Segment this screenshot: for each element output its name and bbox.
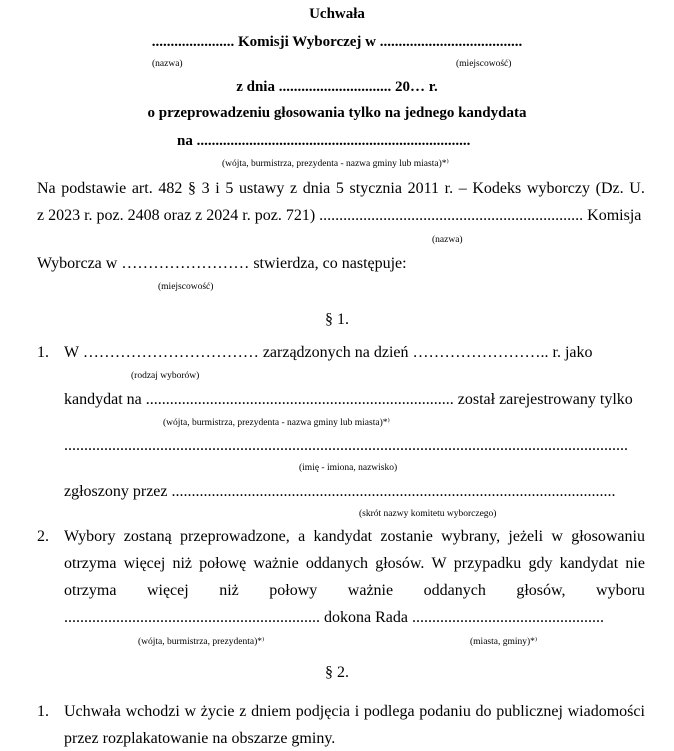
word: jeżeli bbox=[508, 528, 544, 545]
word: głosowaniu bbox=[571, 528, 645, 545]
word: wyboru bbox=[596, 582, 645, 599]
word: wybrany, bbox=[441, 528, 501, 545]
word: więcej bbox=[146, 582, 189, 599]
word: w bbox=[184, 703, 197, 720]
word: zostaną bbox=[123, 528, 172, 545]
word: oddanych bbox=[423, 582, 486, 599]
item-2-line-4: ................................................................ dokona Rada ................................................ bbox=[64, 609, 604, 626]
election-type-caption: (rodzaj wyborów) bbox=[131, 371, 200, 381]
word: do bbox=[475, 703, 492, 720]
word: dniem bbox=[251, 703, 292, 720]
word: głosów. bbox=[375, 555, 425, 572]
word: ważnie bbox=[347, 582, 394, 599]
word: głosów, bbox=[516, 582, 566, 599]
word: i bbox=[215, 180, 220, 197]
word: niż bbox=[172, 555, 192, 572]
word: nie bbox=[625, 555, 645, 572]
word: kandydat bbox=[559, 555, 619, 572]
name-caption: (imię - imiona, nazwisko) bbox=[299, 463, 398, 473]
item-number: 1. bbox=[37, 344, 49, 361]
section-2-item-1-line-1 bbox=[64, 704, 645, 720]
word: niż bbox=[219, 582, 239, 599]
item-1-line-4: zgłoszony przez ............................................................................................................... bbox=[64, 483, 616, 500]
word: – bbox=[458, 180, 467, 197]
preamble-line-3: Wyborcza w …………………… stwierdza, co następuje: bbox=[37, 255, 407, 272]
word: kandydat bbox=[313, 528, 373, 545]
item-1-line-2: kandydat na ............................................................................. został zarejestrowany tylko bbox=[64, 391, 633, 408]
word: 2011 bbox=[407, 180, 439, 197]
word: gdy bbox=[528, 555, 553, 572]
word: r. bbox=[444, 180, 454, 197]
word: ważnie bbox=[253, 555, 299, 572]
word: z bbox=[289, 180, 298, 197]
word: otrzyma bbox=[64, 555, 117, 572]
miejscowosc-caption: (miejscowość) bbox=[456, 59, 512, 69]
word: w bbox=[551, 528, 563, 545]
word: otrzyma bbox=[64, 582, 117, 599]
committee-caption: (skrót nazwy komitetu wyborczego) bbox=[359, 509, 497, 519]
word: oddanych bbox=[305, 555, 369, 572]
word: art. bbox=[131, 180, 153, 197]
word: przypadku bbox=[453, 555, 522, 572]
preamble-line-2: z 2023 r. poz. 2408 oraz z 2024 r. poz. 721) .................................................................. Komisja bbox=[37, 207, 642, 224]
section-2-heading: § 2. bbox=[325, 664, 349, 681]
word: Na bbox=[37, 180, 56, 197]
word: stycznia bbox=[349, 180, 402, 197]
word: wyborczy bbox=[526, 180, 590, 197]
word: dnia bbox=[302, 180, 331, 197]
resolution-subject: o przeprowadzeniu głosowania tylko na jednego kandydata bbox=[147, 105, 527, 121]
word: z bbox=[239, 703, 247, 720]
word: a bbox=[298, 528, 306, 545]
office-caption: (wójta, burmistrza, prezydenta - nazwa gminy lub miasta)*⁾ bbox=[222, 159, 449, 169]
word: połowy bbox=[269, 582, 318, 599]
item-2-line-1 bbox=[64, 529, 645, 545]
office-caption-3: (wójta, burmistrza, prezydenta)*⁾ bbox=[138, 637, 265, 647]
word: i bbox=[354, 703, 360, 720]
item-1-line-1: W …………………………… zarządzonych na dzień …………………….. r. jako bbox=[64, 344, 593, 361]
word: 482 bbox=[158, 180, 183, 197]
word: Wybory bbox=[64, 528, 116, 545]
word: podaniu bbox=[419, 703, 471, 720]
section-2-item-1-line-2: przez rozplakatowanie na obszarze gminy. bbox=[64, 730, 336, 747]
item-2-line-3 bbox=[64, 583, 645, 599]
word: (Dz. bbox=[595, 180, 624, 197]
item-number: 1. bbox=[37, 703, 49, 720]
item-number: 2. bbox=[37, 528, 49, 545]
nazwa-caption: (nazwa) bbox=[152, 59, 183, 69]
word: W bbox=[431, 555, 447, 572]
preamble-line-1 bbox=[37, 181, 645, 197]
word: § bbox=[187, 180, 196, 197]
word: połowę bbox=[199, 555, 247, 572]
word: podjęcia bbox=[295, 703, 350, 720]
council-caption: (miasta, gminy)*⁾ bbox=[470, 637, 538, 647]
commission-name-line: ...................... Komisji Wyborczej w ...................................... bbox=[151, 34, 523, 50]
office-caption-2: (wójta, burmistrza, prezydenta - nazwa gminy lub miasta)*⁾ bbox=[163, 418, 390, 428]
section-1-heading: § 1. bbox=[325, 311, 349, 328]
word: 5 bbox=[225, 180, 234, 197]
word: Uchwała bbox=[64, 703, 121, 720]
word: ustawy bbox=[238, 180, 285, 197]
item-2-line-2 bbox=[64, 556, 645, 572]
word: wchodzi bbox=[125, 703, 180, 720]
candidate-office-line: na ......................................................................... bbox=[177, 133, 471, 149]
word: życie bbox=[200, 703, 235, 720]
item-1-line-3: ............................................................................................................................................. bbox=[64, 437, 628, 454]
word: U. bbox=[629, 180, 645, 197]
word: więcej bbox=[123, 555, 166, 572]
word: publicznej bbox=[496, 703, 563, 720]
word: przeprowadzone, bbox=[180, 528, 290, 545]
word: Kodeks bbox=[472, 180, 522, 197]
document-title: Uchwała bbox=[309, 6, 365, 22]
word: zostanie bbox=[380, 528, 433, 545]
word: podlega bbox=[363, 703, 415, 720]
preamble-miejscowosc-caption: (miejscowość) bbox=[158, 282, 214, 292]
word: podstawie bbox=[61, 180, 127, 197]
word: 3 bbox=[201, 180, 210, 197]
word: wiadomości bbox=[567, 703, 645, 720]
date-line: z dnia .............................. 20… r. bbox=[236, 79, 438, 95]
preamble-nazwa-caption: (nazwa) bbox=[432, 235, 463, 245]
word: 5 bbox=[335, 180, 344, 197]
